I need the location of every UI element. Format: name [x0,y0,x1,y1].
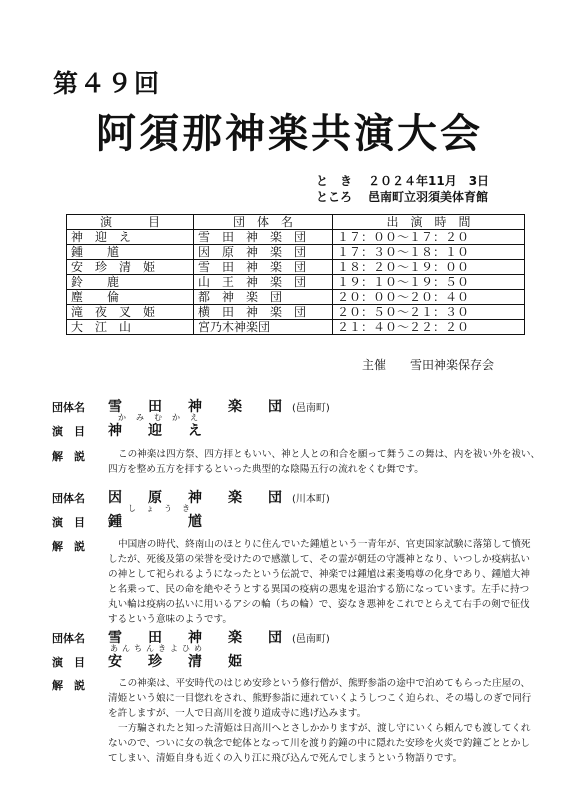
edition-label: 第４９回 [53,69,162,98]
program-label: 演 目 [52,425,85,438]
header-group: 団 体 名 [194,215,333,230]
schedule-table [66,214,525,335]
row-group: 都 神 楽 団 [194,290,333,305]
row-group: 横 田 神 楽 団 [194,305,333,320]
group-name-text: 雪 田 神 楽 団 [108,399,288,415]
group-location: (邑南町) [292,634,330,645]
row-group: 因 原 神 楽 団 [194,245,333,260]
row-program: 鍾 馗 [67,245,194,260]
program-reading: かみむかえ [118,413,208,422]
date-line [316,172,489,189]
event-title: 阿須那神楽共演大会 [96,111,483,157]
date-value: ２０２４年11月 3日 [368,174,490,188]
schedule-header-row [67,215,525,230]
row-program: 安 珍 清 姫 [67,260,194,275]
header-program: 演 目 [67,215,194,230]
program-reading: しょうき [128,504,200,513]
row-group: 宮乃木神楽団 [194,320,333,335]
explanation-line: と名乗って、民の命を絶やそうとする異国の疫病の悪鬼を退治する筋になっています。左手に持つ [108,584,530,595]
explanation-line: 清姫という娘に一目惚れをされ、熊野参詣に連れていくようしつこく迫られ、その場しのぎで同行 [108,693,532,704]
row-time: １９：１０～１９：５０ [333,275,525,290]
row-program: 滝 夜 叉 姫 [67,305,194,320]
explanation-line: この神楽は四方祭、四方拝ともいい、神と人との和合を願って舞うこの舞は、内を祓い外を祓い、 [118,449,541,460]
explanation-label: 解 説 [52,450,85,463]
group-location: (邑南町) [292,403,330,414]
date-label: と き [316,174,353,188]
schedule-row [67,230,525,245]
row-time: １７：３０～１８：１０ [333,245,525,260]
group-label: 団体名 [52,492,85,505]
program-label: 演 目 [52,656,85,669]
explanation-label: 解 説 [52,679,85,692]
program-name: 鍾 馗 [108,514,208,530]
venue-value: 邑南町立羽須美体育館 [368,190,489,204]
explanation-line: 四方を整め五方を拝するといった典型的な陰陽五行の流れをくむ舞です。 [108,464,424,475]
row-time: ２０：５０～２１：３０ [333,305,525,320]
group-label: 団体名 [52,401,85,414]
row-program: 塵 倫 [67,290,194,305]
group-name-text: 因 原 神 楽 団 [108,490,288,506]
explanation-line: を許しますが、一人で日高川を渡り道成寺に逃げ込みます。 [108,708,367,719]
header-time: 出 演 時 間 [333,215,525,230]
group-label: 団体名 [52,632,85,645]
venue-label: ところ [316,190,353,204]
schedule-row [67,320,525,335]
group-name-text: 雪 田 神 楽 団 [108,630,288,646]
schedule-row [67,245,525,260]
schedule-row [67,305,525,320]
row-program: 神 迎 え [67,230,194,245]
row-time: ２０：００～２０：４０ [333,290,525,305]
explanation-line: するという意味のようです。 [108,614,232,625]
row-program: 鈴 鹿 [67,275,194,290]
program-label: 演 目 [52,516,85,529]
program-reading: あんちんきよひめ [110,644,206,653]
explanation-label: 解 説 [52,540,85,553]
row-group: 山 王 神 楽 団 [194,275,333,290]
explanation-line: この神楽は、平安時代のはじめ安珍という修行僧が、熊野参詣の途中で泊めてもらった庄屋の、 [118,678,531,689]
schedule-row [67,275,525,290]
explanation-line: 一方騙されたと知った清姫は日高川へとさしかかりますが、渡し守にいくら頼んでも渡してくれ [118,723,531,734]
venue-line [316,188,488,205]
explanation-line: の神として祀られるようになったという伝説で、神楽では鍾馗は素戔嗚尊の化身であり、鍾馗大神 [108,569,530,580]
explanation-line: ないので、ついに女の執念で蛇体となって川を渡り釣鐘の中に隠れた安珍を火炎で釣鐘ごととかし [108,738,530,749]
explanation-line: てしまい、清姫自身も近くの入り江に飛び込んで死んでしまうという物語りです。 [108,753,463,764]
row-time: １７：００～１７：２０ [333,230,525,245]
row-program: 大 江 山 [67,320,194,335]
row-time: ２１：４０～２２：２０ [333,320,525,335]
program-name: 神 迎 え [108,423,208,439]
row-group: 雪 田 神 楽 団 [194,260,333,275]
schedule-row [67,290,525,305]
program-name: 安 珍 清 姫 [108,654,248,670]
organizer-text: 主催 雪田神楽保存会 [362,358,495,372]
group-location: (川本町) [292,494,330,505]
explanation-line: 丸い輪は疫病の払いに用いるアシの輪（ちの輪）で、姿なき悪神をこれでとらえて右手の剣で征伐 [108,599,530,610]
schedule-row [67,260,525,275]
explanation-line: したが、死後及第の栄誉を受けたので感激して、その霊が朝廷の守護神となり、いつしか疫病払い [108,554,530,565]
explanation-line: 中国唐の時代、終南山のほとりに住んでいた鍾馗という一青年が、官吏国家試験に落第して憤死 [118,539,531,550]
row-time: １８：２０～１９：００ [333,260,525,275]
row-group: 雪 田 神 楽 団 [194,230,333,245]
